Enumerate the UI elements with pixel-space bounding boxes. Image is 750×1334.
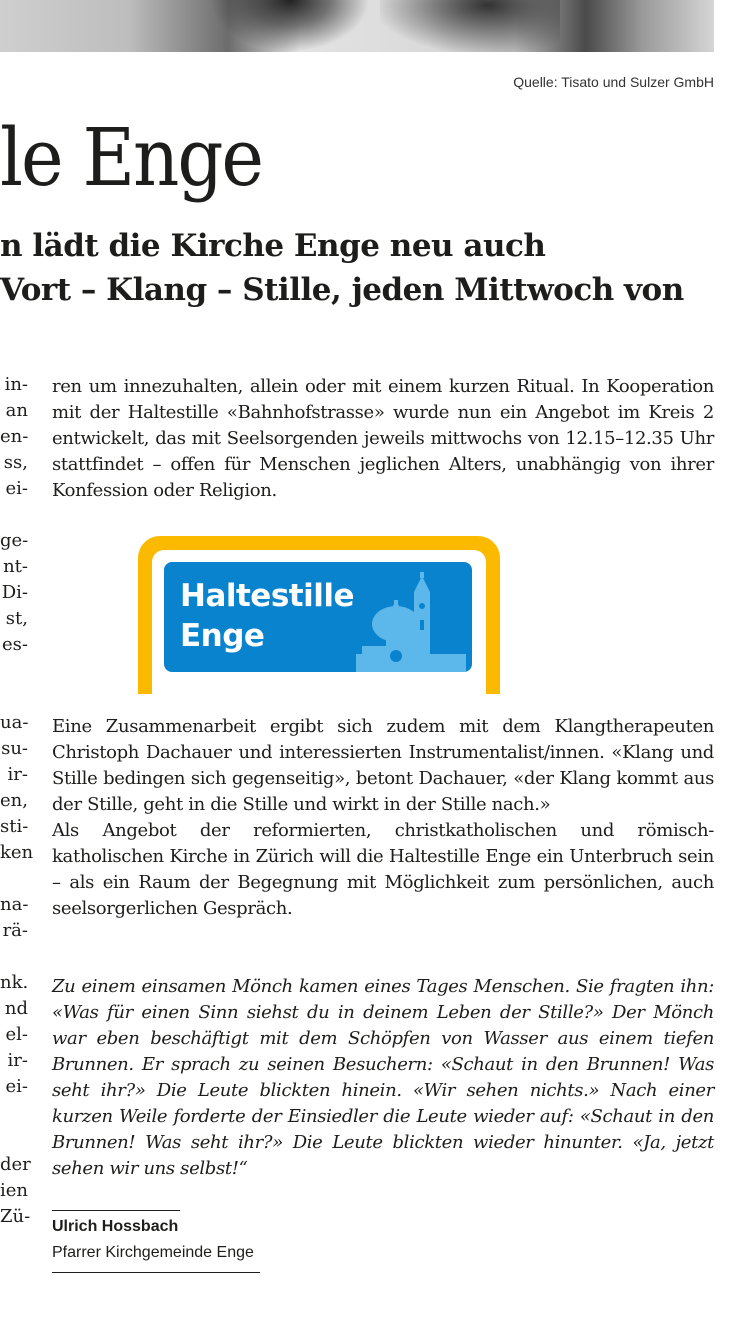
- author-rule-top: [52, 1210, 180, 1211]
- left-column-fragment: es-: [2, 634, 28, 655]
- left-column-fragment: el-: [5, 1024, 28, 1045]
- left-column-fragment: en,: [0, 790, 28, 811]
- paragraph-2a: Eine Zusammenarbeit ergibt sich zudem mit dem Klangtherapeuten Christoph Dachauer und interessierten Instrumentalist/innen. «Klang und Stille bedingen sich gegenseitig», betont Dachauer, «der Klang kommt aus der Stille, geht in die Stille und wirkt in der Stille nach.»: [52, 716, 714, 815]
- author-name: Ulrich Hossbach: [52, 1218, 179, 1235]
- left-column-fragment: ge-: [0, 530, 29, 551]
- left-column-fragment: Di-: [1, 582, 28, 603]
- left-column-fragment: ien: [0, 1180, 29, 1201]
- church-icon: [356, 572, 466, 672]
- subheadline-line-1: n lädt die Kirche Enge neu auch: [0, 228, 546, 264]
- left-column-fragments: [0, 372, 34, 1230]
- left-column-fragment: Zü-: [0, 1206, 31, 1227]
- left-column-fragment: nk.: [0, 972, 29, 993]
- logo-line-1: Haltestille: [180, 578, 355, 614]
- left-column-fragment: en-: [0, 426, 29, 447]
- body-paragraph-2: [52, 714, 714, 922]
- photo-credit: Quelle: Tisato und Sulzer GmbH: [513, 74, 714, 90]
- paragraph-2b: Als Angebot der reformierten, christkatholischen und römisch-katholischen Kirche in Zürich will die Haltestille Enge ein Unterbruch sein – als ein Raum der Begegnung mit Möglichkeit zum persönlichen, auch seelsorgerlichen Gespräch.: [52, 820, 714, 919]
- left-column-fragment: ei-: [5, 478, 28, 499]
- article-headline: le Enge: [0, 111, 262, 204]
- left-column-fragment: nd: [4, 998, 28, 1019]
- left-column-fragment: rä-: [2, 920, 28, 941]
- left-column-fragment: [0, 944, 28, 970]
- left-column-fragment: ir-: [7, 764, 28, 785]
- left-column-fragment: sti-: [0, 816, 29, 837]
- author-rule-bottom: [52, 1272, 260, 1273]
- left-column-fragment: ua-: [0, 712, 29, 733]
- body-paragraph-1: ren um innezuhalten, allein oder mit einem kurzen Ritual. In Kooperation mit der Haltestille «Bahnhofstrasse» wurde nun ein Angebot im Kreis 2 entwickelt, das mit Seelsorgenden jeweils mittwochs von 12.15–12.35 Uhr stattfindet – offen für Menschen jeglichen Alters, unabhängig von ihrer Konfession oder Religion.: [52, 376, 714, 501]
- left-column-fragment: st,: [5, 608, 28, 629]
- subheadline-line-2: Vort – Klang – Stille, jeden Mittwoch von: [0, 272, 684, 308]
- left-column-fragment: an: [5, 400, 28, 421]
- header-photo: [0, 0, 714, 52]
- left-column-fragment: [0, 1100, 28, 1126]
- author-role: Pfarrer Kirchgemeinde Enge: [52, 1244, 254, 1261]
- left-column-fragment: [0, 684, 28, 710]
- left-column-fragment: [0, 866, 28, 892]
- logo-panel: [164, 562, 472, 672]
- logo-line-2: Enge: [180, 618, 265, 654]
- story-paragraph: Zu einem einsamen Mönch kamen eines Tages Menschen. Sie fragten ihn: «Was für einen Sinn siehst du in deinem Leben der Stille?» Der Mönch war eben beschäftigt mit dem Schöpfen von Wasser aus einem tiefen Brunnen. Er sprach zu seinen Besuchern: «Schaut in den Brunnen! Was seht ihr?» Die Leute blickten hinein. «Wir sehen nichts.» Nach einer kurzen Weile forderte der Einsiedler die Leute wieder auf: «Schaut in den Brunnen! Was seht ihr?» Die Leute blickten wieder hinunter. «Ja, jetzt sehen wir uns selbst!“: [52, 976, 714, 1179]
- left-column-fragment: [0, 658, 28, 684]
- left-column-fragment: der: [0, 1154, 31, 1175]
- left-column-fragment: nt-: [3, 556, 28, 577]
- left-column-fragment: na-: [0, 894, 29, 915]
- left-column-fragment: ei-: [5, 1076, 28, 1097]
- left-column-fragment: in-: [4, 374, 28, 395]
- left-column-fragment: [0, 1126, 28, 1152]
- left-column-fragment: ken: [0, 842, 34, 863]
- article-subheadline: [0, 224, 750, 312]
- left-column-fragment: [0, 502, 28, 528]
- left-column-fragment: ss,: [3, 452, 28, 473]
- left-column-fragment: ir-: [7, 1050, 28, 1071]
- haltestille-logo: [138, 536, 500, 694]
- left-column-fragment: su-: [1, 738, 28, 759]
